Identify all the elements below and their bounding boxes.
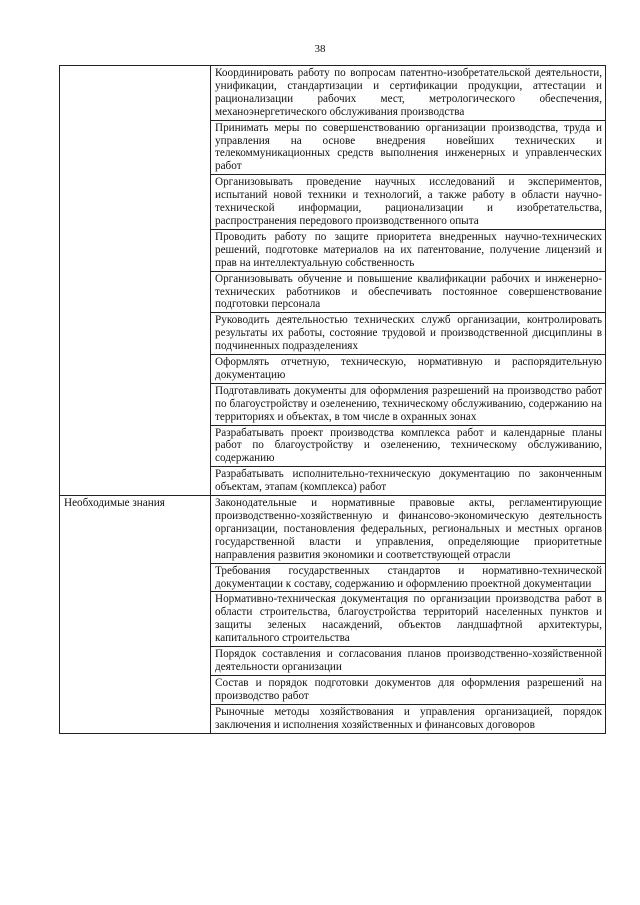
- knowledge-label: Необходимые знания: [60, 496, 211, 733]
- row-text: Руководить деятельностью технических служб организации, контролировать результаты их работы, состояние трудовой и производственной дисциплины в подчиненных подразделениях: [211, 313, 606, 355]
- row-text: Порядок составления и согласования планов производственно-хозяйственной деятельности организации: [211, 647, 606, 676]
- page-number: 38: [314, 43, 326, 55]
- row-text: Проводить работу по защите приоритета внедренных научно-технических решений, подготовке материалов на их патентование, получение лицензий и прав на интеллектуальную собственность: [211, 229, 606, 271]
- row-text: Организовывать проведение научных исследований и экспериментов, испытаний новой техники и технологий, а также работу в области научно-технической информации, рационализации и изобретательства, распространения передового производственного опыта: [211, 175, 606, 230]
- row-text: Принимать меры по совершенствованию организации производства, труда и управления на основе внедрения новейших технических и телекоммуникационных средств выполнения инженерных и управленческих работ: [211, 120, 606, 175]
- row-text: Организовывать обучение и повышение квалификации рабочих и инженерно-технических работников и обеспечивать постоянное совершенствование подготовки персонала: [211, 271, 606, 313]
- row-text: Разрабатывать проект производства комплекса работ и календарные планы работ по благоустройству и озеленению, техническому обслуживанию, содержанию: [211, 425, 606, 467]
- row-text: Нормативно-техническая документация по организации производства работ в области строительства, благоустройства территорий населенных пунктов и защиты зеленых насаждений, объектов ландшафтной архитектуры, капитального строительства: [211, 592, 606, 647]
- row-text: Состав и порядок подготовки документов для оформления разрешений на производство работ: [211, 675, 606, 704]
- row-text: Законодательные и нормативные правовые акты, регламентирующие производственно-хозяйственную и финансово-экономическую деятельность организации, постановления федеральных, региональных и местных органов государственной власти и управления, определяющие приоритетные направления развития экономики и соответствующей отрасли: [211, 496, 606, 564]
- row-text: Координировать работу по вопросам патентно-изобретательской деятельности, унификации, стандартизации и сертификации продукции, аттестации и рационализации рабочих мест, метрологического обеспечения, механоэнергетического обслуживания производства: [211, 66, 606, 121]
- row-text: Разрабатывать исполнительно-техническую документацию по законченным объектам, этапам (комплекса) работ: [211, 467, 606, 496]
- row-text: Подготавливать документы для оформления разрешений на производство работ по благоустройству и озеленению, техническому обслуживанию, содержанию на территориях и объектах, в том числе в охранных зонах: [211, 383, 606, 425]
- row-text: Оформлять отчетную, техническую, нормативную и распорядительную документацию: [211, 355, 606, 384]
- row-text: Требования государственных стандартов и нормативно-технической документации к составу, содержанию и оформлению проектной документации: [211, 563, 606, 592]
- table-row: [60, 66, 606, 121]
- row-label: [60, 66, 211, 496]
- row-text: Рыночные методы хозяйствования и управления организацией, порядок заключения и исполнения хозяйственных и финансовых договоров: [211, 704, 606, 733]
- competency-table: [59, 65, 606, 734]
- table-row: [60, 496, 606, 564]
